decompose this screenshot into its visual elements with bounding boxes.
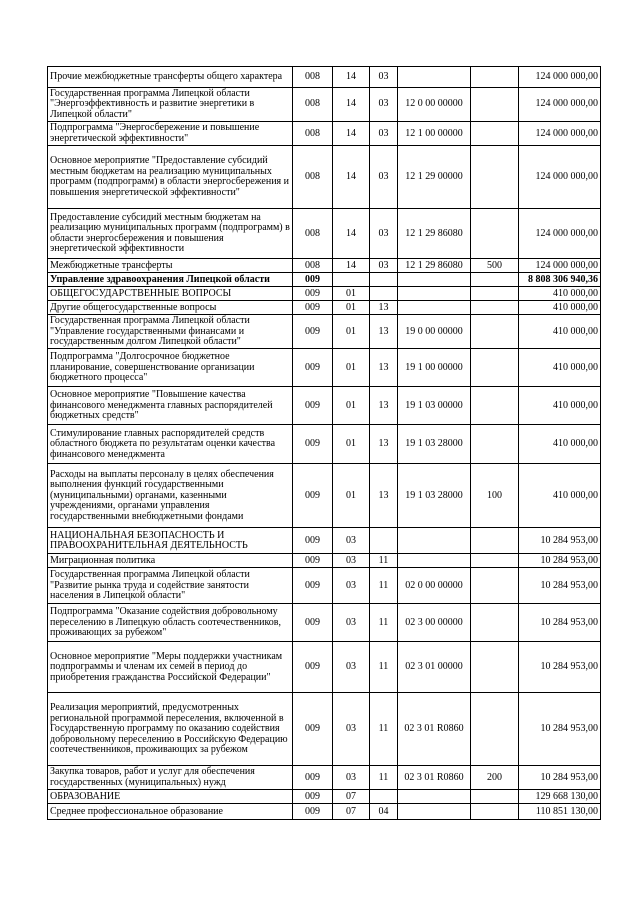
row-amount: 410 000,00 [519,315,601,349]
row-amount: 410 000,00 [519,464,601,528]
row-section: 01 [333,464,370,528]
table-row [48,88,601,122]
row-target [398,273,471,287]
row-subsection: 11 [370,554,398,568]
row-code: 008 [293,88,333,122]
row-section: 14 [333,259,370,273]
row-name: Подпрограмма "Оказание содействия добровольному переселению в Липецкую область соотечественников, проживающих за рубежом" [48,604,293,642]
row-amount: 10 284 953,00 [519,693,601,766]
row-type [471,88,519,122]
table-row [48,604,601,642]
row-amount: 10 284 953,00 [519,642,601,693]
row-section: 01 [333,349,370,387]
row-subsection: 11 [370,693,398,766]
row-type [471,554,519,568]
table-row [48,301,601,315]
row-section: 07 [333,790,370,804]
row-subsection [370,287,398,301]
row-amount: 124 000 000,00 [519,67,601,88]
row-type: 100 [471,464,519,528]
table-row [48,287,601,301]
row-section: 14 [333,122,370,146]
row-target [398,301,471,315]
row-subsection: 03 [370,67,398,88]
row-target: 02 0 00 00000 [398,568,471,604]
row-code: 009 [293,568,333,604]
row-subsection: 03 [370,88,398,122]
row-subsection: 11 [370,568,398,604]
row-target: 02 3 01 R0860 [398,766,471,790]
row-type [471,146,519,209]
row-target: 19 1 03 00000 [398,387,471,425]
row-subsection: 13 [370,464,398,528]
table-row [48,259,601,273]
row-section: 01 [333,425,370,464]
row-type [471,528,519,554]
row-subsection: 13 [370,315,398,349]
table-row [48,146,601,209]
row-target: 02 3 00 00000 [398,604,471,642]
row-amount: 124 000 000,00 [519,146,601,209]
row-section: 14 [333,88,370,122]
row-section: 03 [333,528,370,554]
row-code: 008 [293,209,333,259]
row-subsection [370,273,398,287]
table-row [48,804,601,820]
row-subsection: 11 [370,604,398,642]
row-type [471,387,519,425]
row-section: 14 [333,67,370,88]
row-target: 12 1 00 00000 [398,122,471,146]
row-section: 07 [333,804,370,820]
row-target [398,287,471,301]
row-name: Подпрограмма "Долгосрочное бюджетное планирование, совершенствование организации бюджетного процесса" [48,349,293,387]
budget-table [47,66,601,820]
row-type: 200 [471,766,519,790]
row-code: 009 [293,790,333,804]
row-name: Управление здравоохранения Липецкой области [48,273,293,287]
row-subsection: 13 [370,387,398,425]
row-type [471,604,519,642]
row-target: 19 1 03 28000 [398,425,471,464]
row-target [398,528,471,554]
row-name: Реализация мероприятий, предусмотренных региональной программой переселения, включенной в Государственную программу по оказанию содействия добровольному переселению в Российскую Федерацию соотечественников, проживающих за рубежом [48,693,293,766]
row-subsection: 03 [370,146,398,209]
row-section: 01 [333,287,370,301]
row-name: ОБЩЕГОСУДАРСТВЕННЫЕ ВОПРОСЫ [48,287,293,301]
row-name: Другие общегосударственные вопросы [48,301,293,315]
row-section: 03 [333,568,370,604]
row-target [398,804,471,820]
row-code: 009 [293,387,333,425]
row-code: 008 [293,259,333,273]
row-subsection: 03 [370,122,398,146]
row-section: 03 [333,693,370,766]
row-type [471,790,519,804]
row-target: 02 3 01 00000 [398,642,471,693]
table-row [48,387,601,425]
row-section: 03 [333,554,370,568]
row-type [471,122,519,146]
row-amount: 410 000,00 [519,425,601,464]
row-code: 009 [293,425,333,464]
row-code: 009 [293,273,333,287]
row-name: Стимулирование главных распорядителей средств областного бюджета по результатам оценки качества финансового менеджмента [48,425,293,464]
row-type [471,287,519,301]
row-target: 19 1 00 00000 [398,349,471,387]
table-row [48,642,601,693]
row-amount: 410 000,00 [519,387,601,425]
row-type [471,425,519,464]
row-target [398,790,471,804]
row-name: Государственная программа Липецкой области "Энергоэффективность и развитие энергетики в Липецкой области" [48,88,293,122]
row-code: 009 [293,315,333,349]
row-type [471,209,519,259]
row-name: НАЦИОНАЛЬНАЯ БЕЗОПАСНОСТЬ И ПРАВООХРАНИТЕЛЬНАЯ ДЕЯТЕЛЬНОСТЬ [48,528,293,554]
row-type [471,804,519,820]
row-amount: 10 284 953,00 [519,766,601,790]
row-target: 12 1 29 00000 [398,146,471,209]
row-name: ОБРАЗОВАНИЕ [48,790,293,804]
row-name: Основное мероприятие "Повышение качества финансового менеджмента главных распорядителей бюджетных средств" [48,387,293,425]
row-type [471,642,519,693]
row-amount: 124 000 000,00 [519,209,601,259]
row-amount: 110 851 130,00 [519,804,601,820]
row-name: Государственная программа Липецкой области "Управление государственными финансами и государственным долгом Липецкой области" [48,315,293,349]
row-section: 14 [333,209,370,259]
row-code: 009 [293,604,333,642]
row-amount: 10 284 953,00 [519,554,601,568]
row-name: Расходы на выплаты персоналу в целях обеспечения выполнения функций государственными (муниципальными) органами, казенными учреждениями, органами управления государственными внебюджетными фондами [48,464,293,528]
row-section: 14 [333,146,370,209]
row-name: Прочие межбюджетные трансферты общего характера [48,67,293,88]
row-name: Государственная программа Липецкой области "Развитие рынка труда и содействие занятости населения в Липецкой области" [48,568,293,604]
row-amount: 8 808 306 940,36 [519,273,601,287]
table-row [48,766,601,790]
row-code: 009 [293,287,333,301]
row-section [333,273,370,287]
table-row [48,568,601,604]
table-row [48,425,601,464]
row-subsection: 03 [370,259,398,273]
row-target: 19 1 03 28000 [398,464,471,528]
row-name: Основное мероприятие "Предоставление субсидий местным бюджетам на реализацию муниципальных программ (подпрограмм) в области энергосбережения и повышения энергетической эффективности" [48,146,293,209]
row-subsection: 11 [370,642,398,693]
row-name: Подпрограмма "Энергосбережение и повышение энергетической эффективности" [48,122,293,146]
row-subsection: 13 [370,425,398,464]
table-row [48,349,601,387]
row-name: Межбюджетные трансферты [48,259,293,273]
table-row [48,554,601,568]
row-code: 009 [293,804,333,820]
row-target: 12 0 00 00000 [398,88,471,122]
row-name: Основное мероприятие "Меры поддержки участникам подпрограммы и членам их семей в период до приобретения гражданства Российской Федерации" [48,642,293,693]
row-type [471,349,519,387]
row-name: Предоставление субсидий местным бюджетам на реализацию муниципальных программ (подпрограмм) в области энергосбережения и повышения энергетической эффективности [48,209,293,259]
row-type [471,315,519,349]
row-subsection: 11 [370,766,398,790]
row-amount: 10 284 953,00 [519,568,601,604]
row-type: 500 [471,259,519,273]
row-subsection [370,528,398,554]
row-target: 02 3 01 R0860 [398,693,471,766]
row-amount: 10 284 953,00 [519,528,601,554]
row-amount: 124 000 000,00 [519,122,601,146]
row-code: 009 [293,766,333,790]
row-code: 008 [293,146,333,209]
row-target: 19 0 00 00000 [398,315,471,349]
row-code: 009 [293,554,333,568]
row-amount: 410 000,00 [519,287,601,301]
row-subsection: 03 [370,209,398,259]
row-code: 009 [293,301,333,315]
row-target [398,554,471,568]
row-amount: 124 000 000,00 [519,259,601,273]
table-row [48,209,601,259]
row-section: 03 [333,604,370,642]
row-name: Среднее профессиональное образование [48,804,293,820]
table-row [48,315,601,349]
row-type [471,67,519,88]
row-type [471,273,519,287]
row-code: 009 [293,349,333,387]
row-name: Миграционная политика [48,554,293,568]
row-target: 12 1 29 86080 [398,259,471,273]
row-section: 03 [333,766,370,790]
table-row [48,67,601,88]
row-code: 008 [293,67,333,88]
table-row [48,693,601,766]
row-target: 12 1 29 86080 [398,209,471,259]
row-section: 01 [333,315,370,349]
row-amount: 410 000,00 [519,301,601,315]
row-amount: 410 000,00 [519,349,601,387]
row-code: 009 [293,528,333,554]
table-row [48,464,601,528]
row-type [471,568,519,604]
row-subsection: 13 [370,301,398,315]
row-subsection: 04 [370,804,398,820]
table-row [48,790,601,804]
row-subsection: 13 [370,349,398,387]
row-target [398,67,471,88]
row-code: 009 [293,642,333,693]
row-code: 009 [293,464,333,528]
table-row [48,273,601,287]
row-amount: 124 000 000,00 [519,88,601,122]
row-section: 01 [333,387,370,425]
row-amount: 10 284 953,00 [519,604,601,642]
table-row [48,528,601,554]
row-type [471,301,519,315]
row-section: 03 [333,642,370,693]
row-code: 009 [293,693,333,766]
row-name: Закупка товаров, работ и услуг для обеспечения государственных (муниципальных) нужд [48,766,293,790]
row-code: 008 [293,122,333,146]
row-section: 01 [333,301,370,315]
row-subsection [370,790,398,804]
table-row [48,122,601,146]
row-amount: 129 668 130,00 [519,790,601,804]
row-type [471,693,519,766]
